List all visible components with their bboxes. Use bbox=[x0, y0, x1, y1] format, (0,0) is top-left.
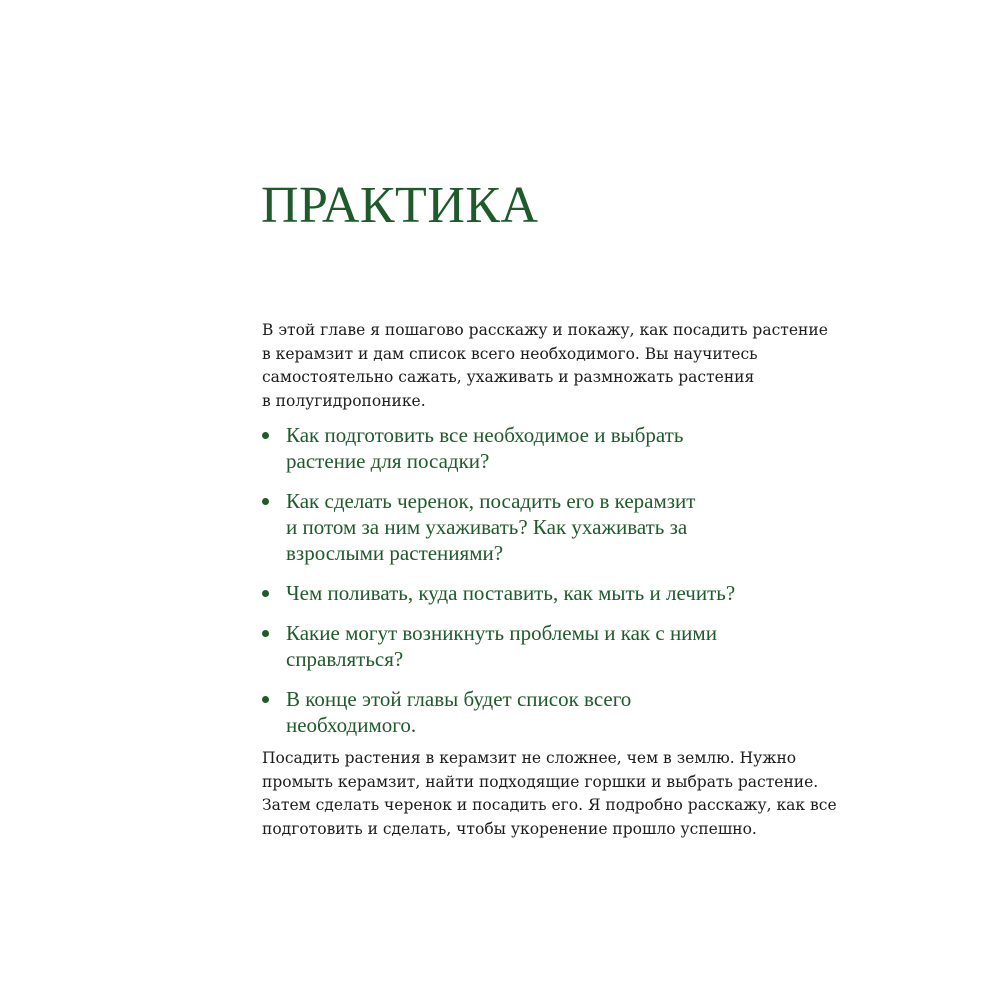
bullet-dot-icon bbox=[262, 498, 269, 505]
question-line: Как подготовить все необходимое и выбрать bbox=[286, 423, 684, 447]
question-line: взрослыми растениями? bbox=[286, 541, 504, 565]
intro-line: в полугидропонике. bbox=[262, 391, 426, 410]
question-item bbox=[262, 620, 822, 672]
question-line: и потом за ним ухаживать? Как ухаживать за bbox=[286, 515, 688, 539]
question-line: Чем поливать, куда поставить, как мыть и лечить? bbox=[286, 581, 736, 605]
closing-line: Затем сделать черенок и посадить его. Я подробно расскажу, как все bbox=[262, 796, 837, 814]
intro-paragraph bbox=[262, 319, 828, 413]
question-line: Какие могут возникнуть проблемы и как с ними bbox=[286, 621, 717, 645]
question-list bbox=[262, 422, 822, 738]
bullet-dot-icon bbox=[262, 590, 269, 597]
bullet-dot-icon bbox=[262, 630, 269, 637]
question-line: В конце этой главы будет список всего bbox=[286, 687, 632, 711]
question-line: необходимого. bbox=[286, 713, 417, 737]
bullet-dot-icon bbox=[262, 696, 269, 703]
bullet-dot-icon bbox=[262, 432, 269, 439]
intro-line: самостоятельно сажать, ухаживать и размножать растения bbox=[262, 368, 755, 386]
question-item bbox=[262, 488, 822, 566]
closing-paragraph bbox=[262, 747, 837, 841]
closing-line: Посадить растения в керамзит не сложнее, чем в землю. Нужно bbox=[262, 749, 797, 767]
question-line: Как сделать черенок, посадить его в керамзит bbox=[286, 489, 696, 513]
page-title: ПРАКТИКА bbox=[261, 177, 539, 234]
closing-line: промыть керамзит, найти подходящие горшки и выбрать растение. bbox=[262, 772, 819, 791]
intro-line: в керамзит и дам список всего необходимого. Вы научитесь bbox=[262, 344, 758, 363]
question-item bbox=[262, 422, 822, 474]
closing-line: подготовить и сделать, чтобы укоренение прошло успешно. bbox=[262, 819, 757, 838]
question-item bbox=[262, 686, 822, 738]
question-line: растение для посадки? bbox=[286, 449, 490, 473]
question-line: справляться? bbox=[286, 647, 404, 671]
intro-line: В этой главе я пошагово расскажу и покажу, как посадить растение bbox=[262, 321, 828, 339]
question-item bbox=[262, 580, 822, 606]
